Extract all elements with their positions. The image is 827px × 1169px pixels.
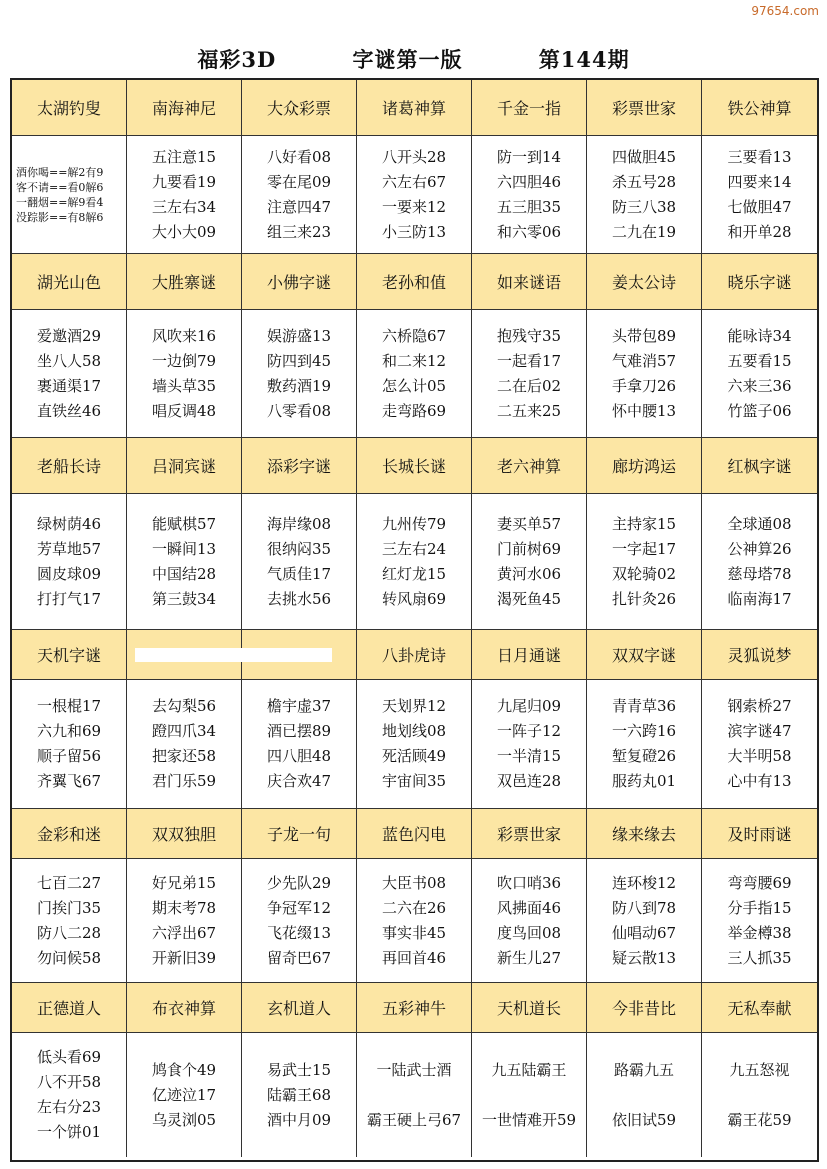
puzzle-line: 飞花缀13 [266, 923, 332, 942]
puzzle-cell [472, 1033, 587, 1157]
column-header: 千金一指 [472, 80, 587, 136]
column-header: 诸葛神算 [357, 80, 472, 136]
puzzle-line: 公神算26 [727, 539, 792, 558]
column-header: 及时雨谜 [702, 809, 817, 859]
puzzle-line: 竹篮子06 [727, 401, 792, 420]
puzzle-line: 扎针灸26 [611, 589, 677, 608]
column-header: 长城长谜 [357, 438, 472, 494]
column-header: 老船长诗 [12, 438, 127, 494]
puzzle-line: 一字起17 [611, 539, 677, 558]
puzzle-line: 三人抓35 [727, 948, 792, 967]
puzzle-line: 中国结28 [151, 564, 217, 583]
puzzle-line: 六浮出67 [151, 923, 217, 942]
puzzle-line: 去勾梨56 [151, 697, 217, 715]
column-header: 晓乐字谜 [702, 254, 817, 310]
puzzle-line: 气质佳17 [266, 564, 332, 583]
puzzle-cell [12, 859, 127, 983]
puzzle-line: 一边倒79 [151, 351, 217, 370]
puzzle-line: 酒中月09 [266, 1110, 332, 1129]
puzzle-line: 钢索桥27 [727, 697, 792, 715]
column-header [242, 630, 357, 680]
puzzle-line: 绿树荫46 [36, 514, 102, 533]
puzzle-cell [357, 136, 472, 254]
column-header: 布衣神算 [127, 983, 242, 1033]
column-header: 廊坊鸿运 [587, 438, 702, 494]
puzzle-cell [242, 310, 357, 438]
page-title [0, 44, 827, 74]
puzzle-line: 怎么计05 [381, 376, 447, 395]
puzzle-line: 齐翼飞67 [36, 772, 102, 790]
puzzle-cell [472, 680, 587, 809]
puzzle-line: 门挨门35 [36, 898, 102, 917]
puzzle-line: 渴死鱼45 [496, 589, 562, 608]
puzzle-line: 和六零06 [496, 222, 562, 241]
puzzle-line: 君门乐59 [151, 772, 217, 790]
puzzle-cell [587, 494, 702, 630]
puzzle-line: 分手指15 [727, 898, 792, 917]
puzzle-cell [242, 680, 357, 809]
puzzle-line: 开新旧39 [151, 948, 217, 967]
column-header: 大众彩票 [242, 80, 357, 136]
puzzle-line: 全球通08 [727, 514, 792, 533]
puzzle-cell [242, 1033, 357, 1157]
puzzle-line: 连环梭12 [611, 873, 677, 892]
puzzle-line: 坐八人58 [36, 351, 102, 370]
puzzle-line: 小三防13 [381, 222, 447, 241]
puzzle-line: 风拂面46 [496, 898, 562, 917]
puzzle-line: 留奇巴67 [266, 948, 332, 967]
puzzle-line: 圆皮球09 [36, 564, 102, 583]
puzzle-line: 六四胆46 [496, 172, 562, 191]
puzzle-line: 头带包89 [611, 326, 677, 345]
puzzle-line: 芳草地57 [36, 539, 102, 558]
puzzle-line: 少先队29 [266, 873, 332, 892]
puzzle-line: 仙唱动67 [611, 923, 677, 942]
puzzle-line: 檐宇虚37 [266, 697, 332, 715]
column-header: 太湖钓叟 [12, 80, 127, 136]
puzzle-cell [702, 680, 817, 809]
puzzle-line: 一起看17 [496, 351, 562, 370]
puzzle-line: 六左右67 [381, 172, 447, 191]
puzzle-line: 二五来25 [496, 401, 562, 420]
puzzle-line: 易武士15 [266, 1060, 332, 1079]
puzzle-cell [702, 136, 817, 254]
puzzle-cell [357, 1033, 472, 1157]
column-header: 缘来缘去 [587, 809, 702, 859]
puzzle-line: 霸王花59 [727, 1110, 792, 1129]
puzzle-line: 二九在19 [611, 222, 677, 241]
puzzle-line: 亿迹泣17 [151, 1085, 217, 1104]
puzzle-line: 四八胆48 [266, 747, 332, 765]
puzzle-line: 大小大09 [151, 222, 217, 241]
puzzle-cell [587, 680, 702, 809]
puzzle-line: 心中有13 [727, 772, 792, 790]
puzzle-cell [242, 494, 357, 630]
column-header: 小佛字谜 [242, 254, 357, 310]
puzzle-line: 走弯路69 [381, 401, 447, 420]
column-header: 双双独胆 [127, 809, 242, 859]
puzzle-line: 把家还58 [151, 747, 217, 765]
puzzle-cell [702, 310, 817, 438]
puzzle-line: 没踪影==有8解6 [16, 210, 104, 224]
column-header: 吕洞宾谜 [127, 438, 242, 494]
puzzle-line: 八好看08 [266, 147, 332, 166]
puzzle-cell [12, 680, 127, 809]
puzzle-line: 勿问候58 [36, 948, 102, 967]
puzzle-cell [242, 136, 357, 254]
puzzle-line: 抱残守35 [496, 326, 562, 345]
puzzle-line: 三左右24 [381, 539, 447, 558]
puzzle-cell [127, 310, 242, 438]
puzzle-line: 五三胆35 [496, 197, 562, 216]
row-group-4 [12, 630, 817, 809]
puzzle-line: 主持家15 [611, 514, 677, 533]
puzzle-line: 期末考78 [151, 898, 217, 917]
puzzle-line: 低头看69 [36, 1048, 102, 1066]
column-header: 子龙一句 [242, 809, 357, 859]
puzzle-line: 一世情难开59 [481, 1110, 577, 1129]
puzzle-line: 六桥隐67 [381, 326, 447, 345]
redacted-header-bar [135, 648, 242, 662]
puzzle-line: 庆合欢47 [266, 772, 332, 790]
puzzle-line: 弯弯腰69 [727, 873, 792, 892]
puzzle-cell [587, 859, 702, 983]
puzzle-line: 霸王硬上弓67 [366, 1110, 462, 1129]
column-header: 无私奉献 [702, 983, 817, 1033]
column-header: 八卦虎诗 [357, 630, 472, 680]
puzzle-line: 和开单28 [727, 222, 792, 241]
puzzle-cell [587, 310, 702, 438]
row-group-5 [12, 809, 817, 983]
puzzle-line: 黄河水06 [496, 564, 562, 583]
puzzle-line: 九尾归09 [496, 697, 562, 715]
puzzle-line: 气难消57 [611, 351, 677, 370]
puzzle-cell [127, 136, 242, 254]
puzzle-cell [12, 136, 127, 254]
puzzle-line: 天划界12 [381, 697, 447, 715]
puzzle-cell [127, 494, 242, 630]
puzzle-line: 九要看19 [151, 172, 217, 191]
column-header: 如来谜语 [472, 254, 587, 310]
puzzle-cell [242, 859, 357, 983]
puzzle-line: 怀中腰13 [611, 401, 677, 420]
puzzle-line: 疑云散13 [611, 948, 677, 967]
puzzle-line: 唱反调48 [151, 401, 217, 420]
puzzle-cell [472, 494, 587, 630]
puzzle-cell [702, 494, 817, 630]
column-header: 铁公神算 [702, 80, 817, 136]
puzzle-line: 娱游盛13 [266, 326, 332, 345]
puzzle-line: 五要看15 [727, 351, 792, 370]
puzzle-line: 双邑连28 [496, 772, 562, 790]
row-group-2 [12, 254, 817, 438]
puzzle-line: 青青草36 [611, 697, 677, 715]
puzzle-line: 新生儿27 [496, 948, 562, 967]
puzzle-line: 滨字谜47 [727, 722, 792, 740]
title-issue: 第144期 [538, 47, 630, 72]
column-header: 正德道人 [12, 983, 127, 1033]
puzzle-cell [127, 680, 242, 809]
site-watermark: 97654.com [751, 4, 819, 18]
puzzle-line: 大臣书08 [381, 873, 447, 892]
puzzle-cell [587, 136, 702, 254]
column-header: 金彩和迷 [12, 809, 127, 859]
puzzle-line: 客不请==看0解6 [16, 180, 104, 194]
column-header: 天机字谜 [12, 630, 127, 680]
puzzle-line: 防八到78 [611, 898, 677, 917]
puzzle-line: 路霸九五 [613, 1060, 674, 1079]
puzzle-line: 爱邀酒29 [36, 326, 102, 345]
puzzle-line: 防四到45 [266, 351, 332, 370]
column-header: 双双字谜 [587, 630, 702, 680]
puzzle-line: 再回首46 [381, 948, 447, 967]
puzzle-line: 打打气17 [36, 589, 102, 608]
column-header: 大胜寨谜 [127, 254, 242, 310]
puzzle-line: 八开头28 [381, 147, 447, 166]
puzzle-line: 吹口哨36 [496, 873, 562, 892]
puzzle-cell [357, 859, 472, 983]
puzzle-line: 一要来12 [381, 197, 447, 216]
puzzle-line: 大半明58 [727, 747, 792, 765]
puzzle-line: 九五陆霸王 [491, 1060, 567, 1079]
puzzle-line: 杀五号28 [611, 172, 677, 191]
puzzle-line: 红灯龙15 [381, 564, 447, 583]
puzzle-line: 一个饼01 [36, 1123, 102, 1141]
puzzle-line: 手拿刀26 [611, 376, 677, 395]
title-edition: 字谜第一版 [352, 47, 463, 72]
puzzle-line: 直铁丝46 [36, 401, 102, 420]
puzzle-line: 死活顾49 [381, 747, 447, 765]
puzzle-line: 防一到14 [496, 147, 562, 166]
puzzle-line: 临南海17 [727, 589, 792, 608]
puzzle-line: 好兄弟15 [151, 873, 217, 892]
puzzle-line: 鸠食个49 [151, 1060, 217, 1079]
puzzle-line: 墙头草35 [151, 376, 217, 395]
puzzle-line: 注意四47 [266, 197, 332, 216]
column-header: 红枫字谜 [702, 438, 817, 494]
puzzle-cell [702, 1033, 817, 1157]
column-header: 日月通谜 [472, 630, 587, 680]
puzzle-line: 四要来14 [727, 172, 792, 191]
title-lottery: 福彩3D [197, 47, 277, 72]
column-header: 彩票世家 [472, 809, 587, 859]
puzzle-cell [587, 1033, 702, 1157]
puzzle-line: 争冠军12 [266, 898, 332, 917]
puzzle-line: 宇宙间35 [381, 772, 447, 790]
puzzle-line: 一半清15 [496, 747, 562, 765]
column-header [127, 630, 242, 680]
puzzle-line: 零在尾09 [266, 172, 332, 191]
puzzle-cell [12, 494, 127, 630]
puzzle-line: 八零看08 [266, 401, 332, 420]
puzzle-line: 慈母塔78 [727, 564, 792, 583]
column-header: 老六神算 [472, 438, 587, 494]
puzzle-line: 九州传79 [381, 514, 447, 533]
redacted-header-bar [242, 648, 332, 662]
puzzle-line: 度鸟回08 [496, 923, 562, 942]
puzzle-line: 酒已摆89 [266, 722, 332, 740]
puzzle-cell [12, 310, 127, 438]
column-header: 天机道长 [472, 983, 587, 1033]
puzzle-line: 第三鼓34 [151, 589, 217, 608]
puzzle-line: 顺子留56 [36, 747, 102, 765]
column-header: 南海神尼 [127, 80, 242, 136]
puzzle-line: 六九和69 [36, 722, 102, 740]
puzzle-line: 一瞬间13 [151, 539, 217, 558]
puzzle-line: 门前树69 [496, 539, 562, 558]
puzzle-line: 防八二28 [36, 923, 102, 942]
puzzle-line: 一六跨16 [611, 722, 677, 740]
puzzle-cell [702, 859, 817, 983]
puzzle-cell [127, 1033, 242, 1157]
puzzle-line [642, 1083, 647, 1108]
puzzle-cell [127, 859, 242, 983]
puzzle-line: 五注意15 [151, 147, 217, 166]
puzzle-cell [12, 1033, 127, 1157]
row-group-1 [12, 80, 817, 254]
puzzle-cell [357, 494, 472, 630]
puzzle-line: 一阵子12 [496, 722, 562, 740]
puzzle-line: 海岸缘08 [266, 514, 332, 533]
puzzle-line: 风吹来16 [151, 326, 217, 345]
puzzle-line: 妻买单57 [496, 514, 562, 533]
puzzle-line: 事实非45 [381, 923, 447, 942]
puzzle-line: 一翻烟==解9看4 [16, 195, 104, 209]
puzzle-line: 乌灵浏05 [151, 1110, 217, 1129]
puzzle-line [527, 1083, 532, 1108]
puzzle-line: 能赋棋57 [151, 514, 217, 533]
puzzle-line: 转风扇69 [381, 589, 447, 608]
puzzle-line: 六来三36 [727, 376, 792, 395]
puzzle-line: 地划线08 [381, 722, 447, 740]
column-header: 老孙和值 [357, 254, 472, 310]
puzzle-line: 服药丸01 [611, 772, 677, 790]
puzzle-line: 陆霸王68 [266, 1085, 332, 1104]
puzzle-line: 组三来23 [266, 222, 332, 241]
column-header: 添彩字谜 [242, 438, 357, 494]
puzzle-line: 防三八38 [611, 197, 677, 216]
puzzle-line: 很纳闷35 [266, 539, 332, 558]
puzzle-cell [472, 310, 587, 438]
puzzle-line: 蹬四爪34 [151, 722, 217, 740]
puzzle-table [10, 78, 819, 1162]
puzzle-line [412, 1083, 417, 1108]
puzzle-line: 去挑水56 [266, 589, 332, 608]
puzzle-line: 举金樽38 [727, 923, 792, 942]
puzzle-cell [472, 859, 587, 983]
puzzle-line: 能咏诗34 [727, 326, 792, 345]
puzzle-cell [472, 136, 587, 254]
column-header: 灵狐说梦 [702, 630, 817, 680]
column-header: 今非昔比 [587, 983, 702, 1033]
puzzle-line [757, 1083, 762, 1108]
puzzle-line: 四做胆45 [611, 147, 677, 166]
row-group-6 [12, 983, 817, 1157]
column-header: 彩票世家 [587, 80, 702, 136]
puzzle-line: 一根棍17 [36, 697, 102, 715]
puzzle-line: 七做胆47 [727, 197, 792, 216]
puzzle-line: 双轮骑02 [611, 564, 677, 583]
puzzle-line: 三要看13 [727, 147, 792, 166]
puzzle-line: 酒你喝==解2有9 [16, 165, 104, 179]
puzzle-line: 二六在26 [381, 898, 447, 917]
column-header: 玄机道人 [242, 983, 357, 1033]
puzzle-line: 七百二27 [36, 873, 102, 892]
puzzle-line: 一陆武士酒 [376, 1060, 452, 1079]
puzzle-line: 堑复磴26 [611, 747, 677, 765]
column-header: 五彩神牛 [357, 983, 472, 1033]
column-header: 蓝色闪电 [357, 809, 472, 859]
puzzle-line: 敷药酒19 [266, 376, 332, 395]
puzzle-line: 左右分23 [36, 1098, 102, 1116]
puzzle-line: 八不开58 [36, 1073, 102, 1091]
puzzle-line: 和二来12 [381, 351, 447, 370]
puzzle-line: 裹通渠17 [36, 376, 102, 395]
row-group-3 [12, 438, 817, 630]
puzzle-cell [357, 310, 472, 438]
column-header: 姜太公诗 [587, 254, 702, 310]
puzzle-line: 依旧试59 [611, 1110, 677, 1129]
puzzle-line: 三左右34 [151, 197, 217, 216]
puzzle-cell [357, 680, 472, 809]
puzzle-line: 九五怒视 [729, 1060, 790, 1079]
column-header: 湖光山色 [12, 254, 127, 310]
puzzle-line: 二在后02 [496, 376, 562, 395]
